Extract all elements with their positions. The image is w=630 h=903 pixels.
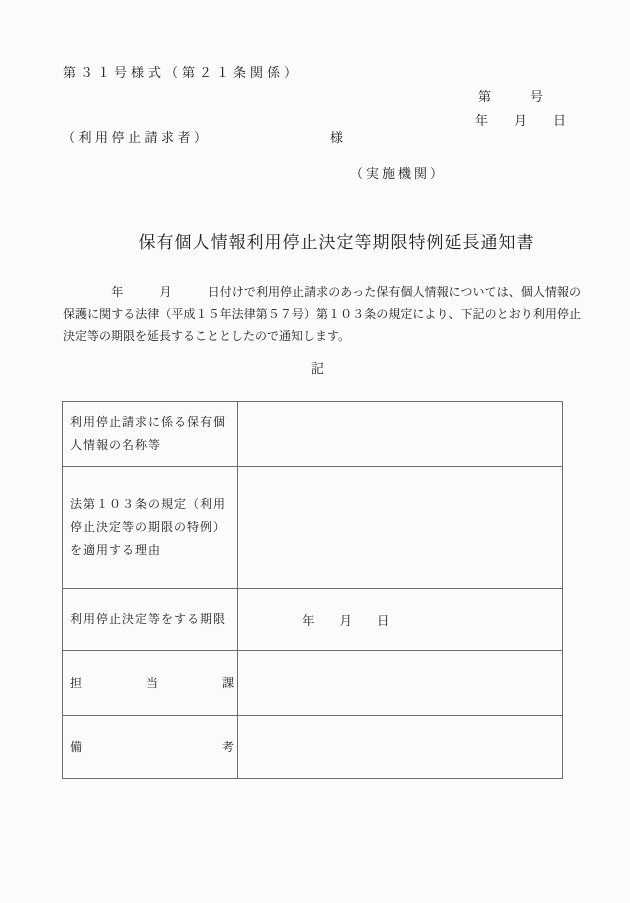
- form-number: 第３１号様式（第２１条関係）: [63, 65, 302, 80]
- table-value-cell: [238, 402, 563, 467]
- table-label: 備考: [70, 739, 235, 754]
- recipient-honorific: 様: [330, 130, 344, 145]
- form-table: [62, 401, 563, 779]
- recipient-label: （利用停止請求者）: [62, 130, 211, 145]
- table-label: 利用停止決定等をする期限: [70, 612, 227, 626]
- table-row-decision-deadline: [63, 589, 563, 651]
- table-label-cell: [63, 716, 238, 779]
- document-number-line: 第 号: [478, 89, 544, 104]
- table-value-cell: [238, 716, 563, 779]
- table-label: 法第１０３条の規定（利用停止決定等の期限の特例）を適用する理由: [70, 497, 227, 557]
- table-row-department: [63, 651, 563, 716]
- table-label-cell: [63, 589, 238, 651]
- table-label-cell: [63, 402, 238, 467]
- table-value-date: 年 月 日: [302, 613, 390, 628]
- table-label-cell: [63, 467, 238, 589]
- table-label: 担当課: [70, 675, 235, 690]
- issuer-label: （実施機関）: [350, 166, 447, 181]
- table-label: 利用停止請求に係る保有個人情報の名称等: [70, 415, 227, 452]
- table-value-cell: [238, 467, 563, 589]
- table-row-reason-article-103: [63, 467, 563, 589]
- table-row-personal-info-name: [63, 402, 563, 467]
- table-label-cell: [63, 651, 238, 716]
- issue-date-line: 年 月 日: [475, 113, 567, 128]
- table-value-cell: [238, 589, 563, 651]
- record-marker: 記: [310, 361, 324, 376]
- body-paragraph: 年 月 日付けで利用停止請求のあった保有個人情報については、個人情報の保護に関する法律（平成１５年法律第５７号）第１０３条の規定により、下記のとおり利用停止決定等の期限を延長することとしたので通知します。: [63, 285, 581, 343]
- document-title: 保有個人情報利用停止決定等期限特例延長通知書: [138, 233, 535, 252]
- table-row-remarks: [63, 716, 563, 779]
- table-value-cell: [238, 651, 563, 716]
